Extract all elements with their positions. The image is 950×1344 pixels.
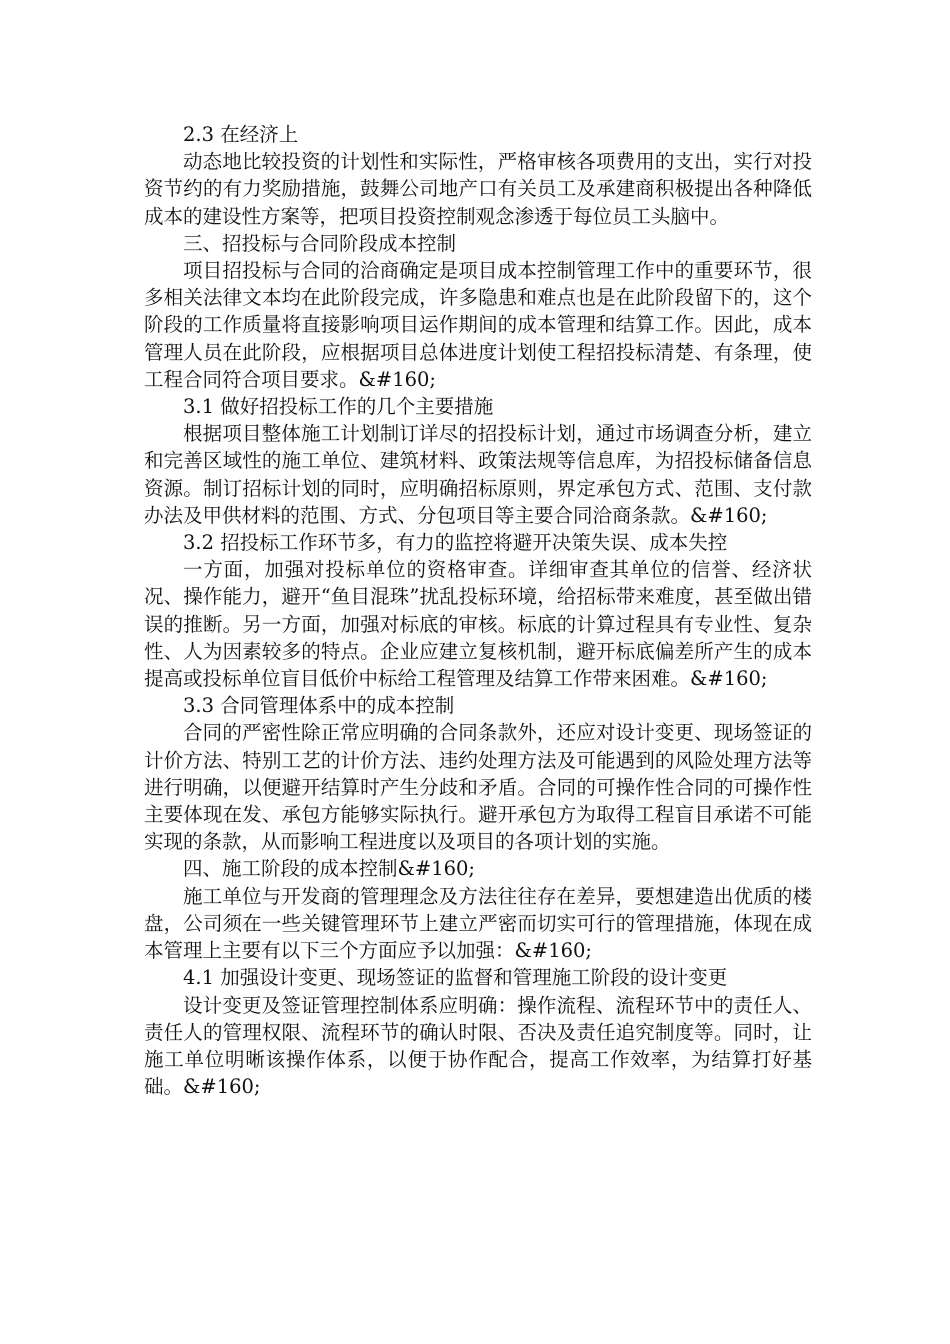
paragraph-economic: 动态地比较投资的计划性和实际性，严格审核各项费用的支出，实行对投资节约的有力奖励措施，鼓舞公司地产口有关员工及承建商积极提出各种降低成本的建设性方案等，把项目投资控制观念渗透于每位员工头脑中。 [144, 150, 812, 228]
document-page [144, 121, 812, 1100]
section-heading-3-2: 3.2 招投标工作环节多，有力的监控将避开决策失误、成本失控 [183, 531, 728, 555]
section-heading-3-1: 3.1 做好招投标工作的几个主要措施 [183, 395, 494, 419]
section-heading-4-1: 4.1 加强设计变更、现场签证的监督和管理施工阶段的设计变更 [183, 966, 728, 990]
section-heading-2-3: 2.3 在经济上 [183, 123, 299, 146]
section-heading-3: 三、招投标与合同阶段成本控制 [183, 231, 457, 255]
paragraph-bidding-measures: 根据项目整体施工计划制订详尽的招投标计划，通过市场调查分析，建立和完善区域性的施工单位、建筑材料、政策法规等信息库，为招投标储备信息资源。制订招标计划的同时，应明确招标原则，界定承包方式、范围、支付款办法及甲供材料的范围、方式、分包项目等主要合同洽商条款。&#160; [144, 422, 812, 527]
paragraph-construction-stage: 施工单位与开发商的管理理念及方法往往存在差异，要想建造出优质的楼盘，公司须在一些关键管理环节上建立严密而切实可行的管理措施，体现在成本管理上主要有以下三个方面应予以加强：&#160; [144, 884, 812, 963]
paragraph-design-change: 设计变更及签证管理控制体系应明确：操作流程、流程环节中的责任人、责任人的管理权限、流程环节的确认时限、否决及责任追究制度等。同时，让施工单位明晰该操作体系，以便于协作配合，提高工作效率，为结算打好基础。&#160; [144, 993, 812, 1099]
paragraph-bidding-monitoring: 一方面，加强对投标单位的资格审查。详细审查其单位的信誉、经济状况、操作能力，避开“鱼目混珠”扰乱投标环境，给招标带来难度，甚至做出错误的推断。另一方面，加强对标底的审核。标底的计算过程具有专业性、复杂性、人为因素较多的特点。企业应建立复核机制，避开标底偏差所产生的成本提高或投标单位盲目低价中标给工程管理及结算工作带来困难。&#160; [144, 558, 812, 691]
paragraph-bidding-contract: 项目招投标与合同的洽商确定是项目成本控制管理工作中的重要环节，很多相关法律文本均在此阶段完成，许多隐患和难点也是在此阶段留下的，这个阶段的工作质量将直接影响项目运作期间的成本管理和结算工作。因此，成本管理人员在此阶段，应根据项目总体进度计划使工程招投标清楚、有条理，使工程合同符合项目要求。&#160; [144, 259, 812, 391]
section-heading-3-3: 3.3 合同管理体系中的成本控制 [183, 694, 455, 718]
paragraph-contract-management: 合同的严密性除正常应明确的合同条款外，还应对设计变更、现场签证的计价方法、特别工艺的计价方法、违约处理方法及可能遇到的风险处理方法等进行明确，以便避开结算时产生分歧和矛盾。合同的可操作性合同的可操作性主要体现在发、承包方能够实际执行。避开承包方为取得工程盲目承诺不可能实现的条款，从而影响工程进度以及项目的各项计划的实施。 [144, 721, 812, 854]
section-heading-4: 四、施工阶段的成本控制&#160; [183, 857, 475, 881]
